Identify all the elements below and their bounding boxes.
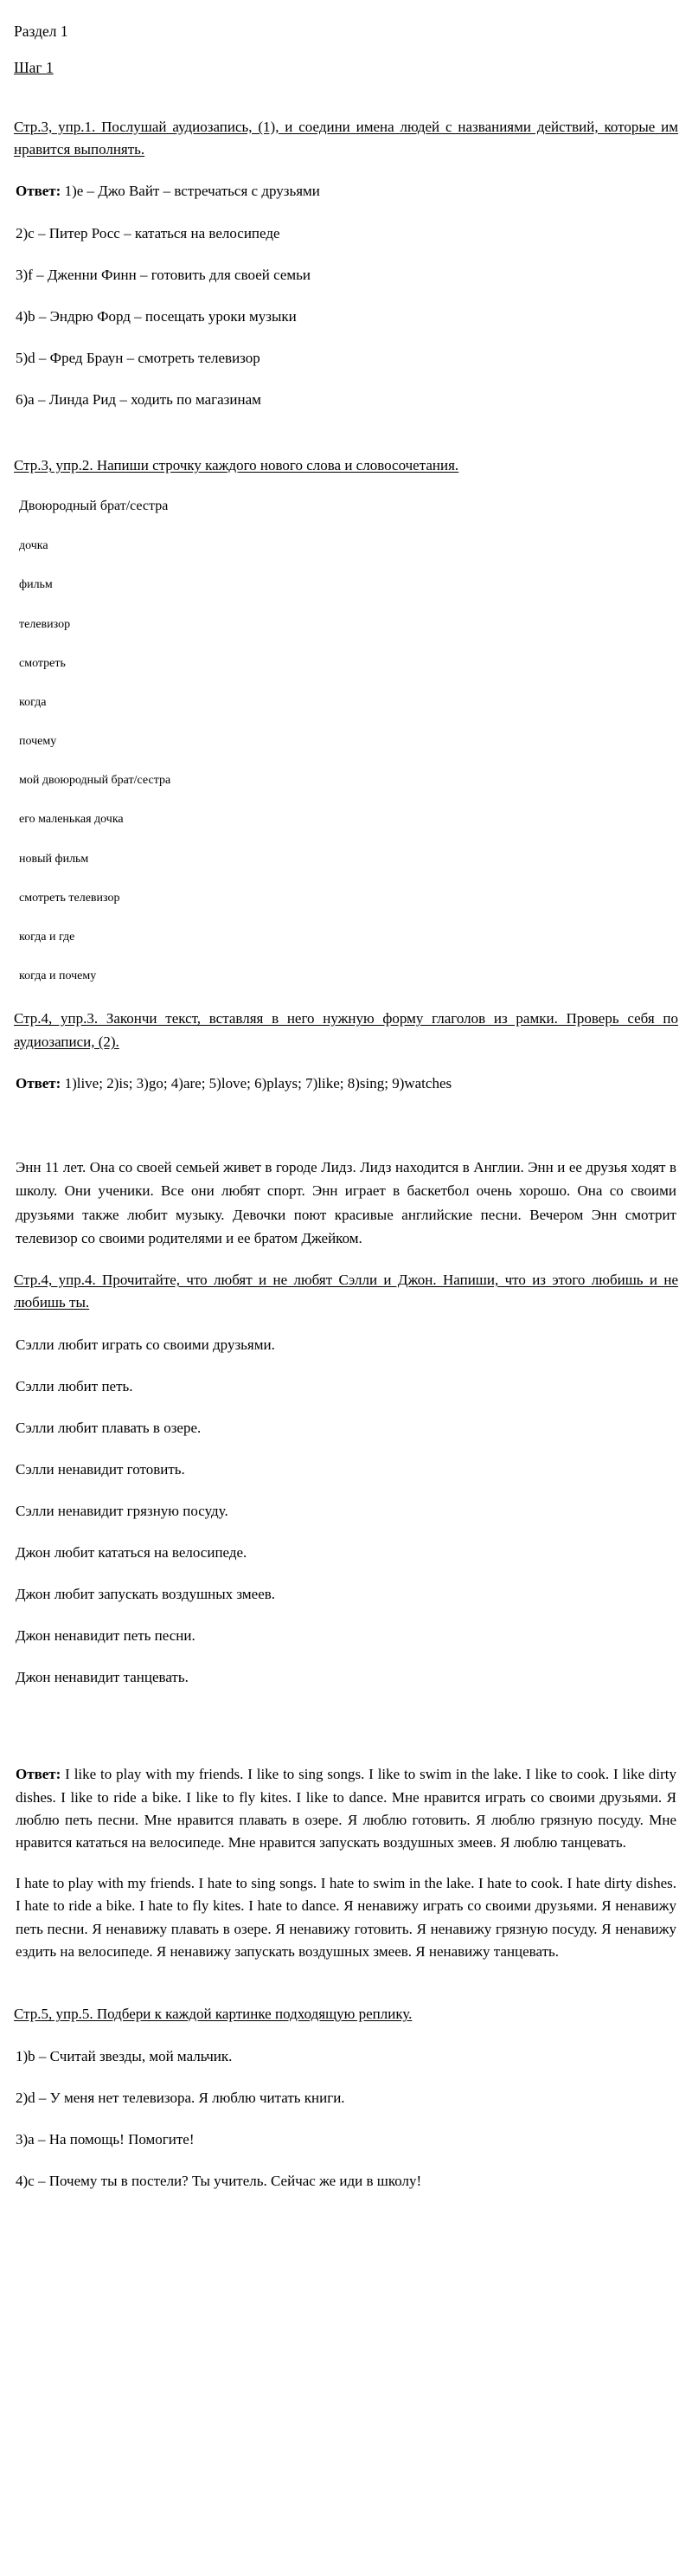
section-title: Раздел 1	[14, 23, 68, 40]
spacer	[10, 1116, 682, 1156]
exercise-1-answer-line-4: 4)b – Эндрю Форд – посещать уроки музыки	[16, 307, 297, 325]
vocabulary-item: смотреть телевизор	[19, 891, 120, 905]
exercise-4-sentence: Сэлли любит играть со своими друзьями.	[16, 1336, 275, 1353]
exercise-4-answer-like-text: I like to play with my friends. I like to sing songs. I like to swim in the lake. I like to cook. I like dirty dishes. I like to ride a bike. I like to fly kites. I like to dance. Мне нравится играть со своими друзьями. Я люблю петь песни. Мне нравится плавать в озере. Я люблю готовить. Я люблю грязную посуду. Мне нравится кататься на велосипеде. Мне нравится запускать воздушных змеев. Я люблю танцевать.	[16, 1766, 676, 1852]
exercise-5-heading: Стр.5, упр.5. Подбери к каждой картинке подходящую реплику.	[14, 2006, 413, 2023]
vocabulary-item: почему	[19, 735, 57, 749]
exercise-4-sentence: Джон любит запускать воздушных змеев.	[16, 1586, 276, 1603]
exercise-1-answer-line-3: 3)f – Дженни Финн – готовить для своей семьи	[16, 266, 311, 283]
exercise-4-sentence: Сэлли ненавидит грязную посуду.	[16, 1502, 228, 1519]
exercise-4-sentence: Джон ненавидит петь песни.	[16, 1627, 195, 1645]
exercise-4-sentence: Сэлли любит петь.	[16, 1377, 133, 1394]
exercise-4-sentence: Сэлли ненавидит готовить.	[16, 1460, 185, 1478]
vocabulary-item: телевизор	[19, 617, 71, 631]
exercise-1-answer-line-1	[16, 182, 678, 201]
step-title: Шаг 1	[14, 58, 54, 76]
exercise-5-answer-line-1: 1)b – Считай звезды, мой мальчик.	[16, 2047, 233, 2064]
exercise-4-sentence: Джон любит кататься на велосипеде.	[16, 1544, 247, 1562]
exercise-5-answer-line-2: 2)d – У меня нет телевизора. Я люблю читать книги.	[16, 2089, 345, 2106]
exercise-1-heading: Стр.3, упр.1. Послушай аудиозапись, (1), и соедини имена людей с названиями действий, которые им нравится выполнять.	[14, 118, 678, 158]
answer-label: Ответ:	[16, 183, 61, 200]
vocabulary-item: смотреть	[19, 656, 66, 670]
exercise-1-answer-line-5: 5)d – Фред Браун – смотреть телевизор	[16, 349, 260, 366]
exercise-5-answer-line-4: 4)c – Почему ты в постели? Ты учитель. Сейчас же иди в школу!	[16, 2172, 422, 2189]
vocabulary-item: новый фильм	[19, 852, 89, 866]
vocabulary-item: дочка	[19, 539, 48, 553]
answer-label: Ответ:	[16, 1075, 61, 1092]
exercise-1-answer-line-2: 2)c – Питер Росс – кататься на велосипеде	[16, 224, 280, 242]
exercise-5-answer-line-3: 3)a – На помощь! Помогите!	[16, 2130, 195, 2148]
exercise-4-answer-hate: I hate to play with my friends. I hate to sing songs. I hate to swim in the lake. I hate to cook. I hate dirty dishes. I hate to ride a bike. I hate to fly kites. I hate to dance. Я ненавижу играть со своими друзьями. Я ненавижу петь песни. Я ненавижу плавать в озере. Я ненавижу готовить. Я ненавижу грязную посуду. Я ненавижу ездить на велосипеде. Я ненавижу запускать воздушных змеев. Я ненавижу танцевать.	[16, 1874, 676, 1960]
spacer	[10, 1980, 682, 2003]
vocabulary-item: мой двоюродный брат/сестра	[19, 774, 171, 788]
exercise-1-answer-line-6: 6)a – Линда Рид – ходить по магазинам	[16, 390, 261, 408]
exercise-3-story-paragraph: Энн 11 лет. Она со своей семьей живет в городе Лидз. Лидз находится в Англии. Энн и ее друзья ходят в школу. Они ученики. Все они любят спорт. Энн играет в баскетбол очень хорошо. Она со своими друзьями также любит музыку. Девочки поют красивые английские песни. Вечером Энн смотрит телевизор со своими родителями и ее братом Джейком.	[16, 1159, 676, 1246]
spacer	[10, 432, 682, 454]
exercise-2-heading: Стр.3, упр.2. Напиши строчку каждого нового слова и словосочетания.	[14, 457, 459, 473]
exercise-4-sentence: Джон ненавидит танцевать.	[16, 1669, 189, 1686]
spacer	[10, 1710, 682, 1763]
answer-label: Ответ:	[16, 1766, 61, 1783]
vocabulary-item: фильм	[19, 578, 53, 592]
exercise-4-sentence: Сэлли любит плавать в озере.	[16, 1419, 202, 1436]
exercise-1-answer-text-1: 1)e – Джо Вайт – встречаться с друзьями	[64, 183, 320, 200]
vocabulary-item: когда и почему	[19, 969, 97, 983]
vocabulary-item: Двоюродный брат/сестра	[19, 499, 169, 514]
exercise-3-answer-text: 1)live; 2)is; 3)go; 4)are; 5)love; 6)plays; 7)like; 8)sing; 9)watches	[64, 1075, 452, 1092]
exercise-4-answer-like	[16, 1763, 676, 1854]
vocabulary-item: когда	[19, 695, 47, 709]
step-title-wrapper	[10, 59, 682, 97]
exercise-4-heading: Стр.4, упр.4. Прочитайте, что любят и не любят Сэлли и Джон. Напиши, что из этого любишь и не любишь ты.	[14, 1271, 678, 1311]
vocabulary-item: когда и где	[19, 931, 75, 944]
vocabulary-item: его маленькая дочка	[19, 813, 124, 827]
exercise-3-answer-line	[16, 1074, 678, 1093]
exercise-3-heading: Стр.4, упр.3. Закончи текст, вставляя в него нужную форму глаголов из рамки. Проверь себя по аудиозаписи, (2).	[14, 1010, 678, 1050]
